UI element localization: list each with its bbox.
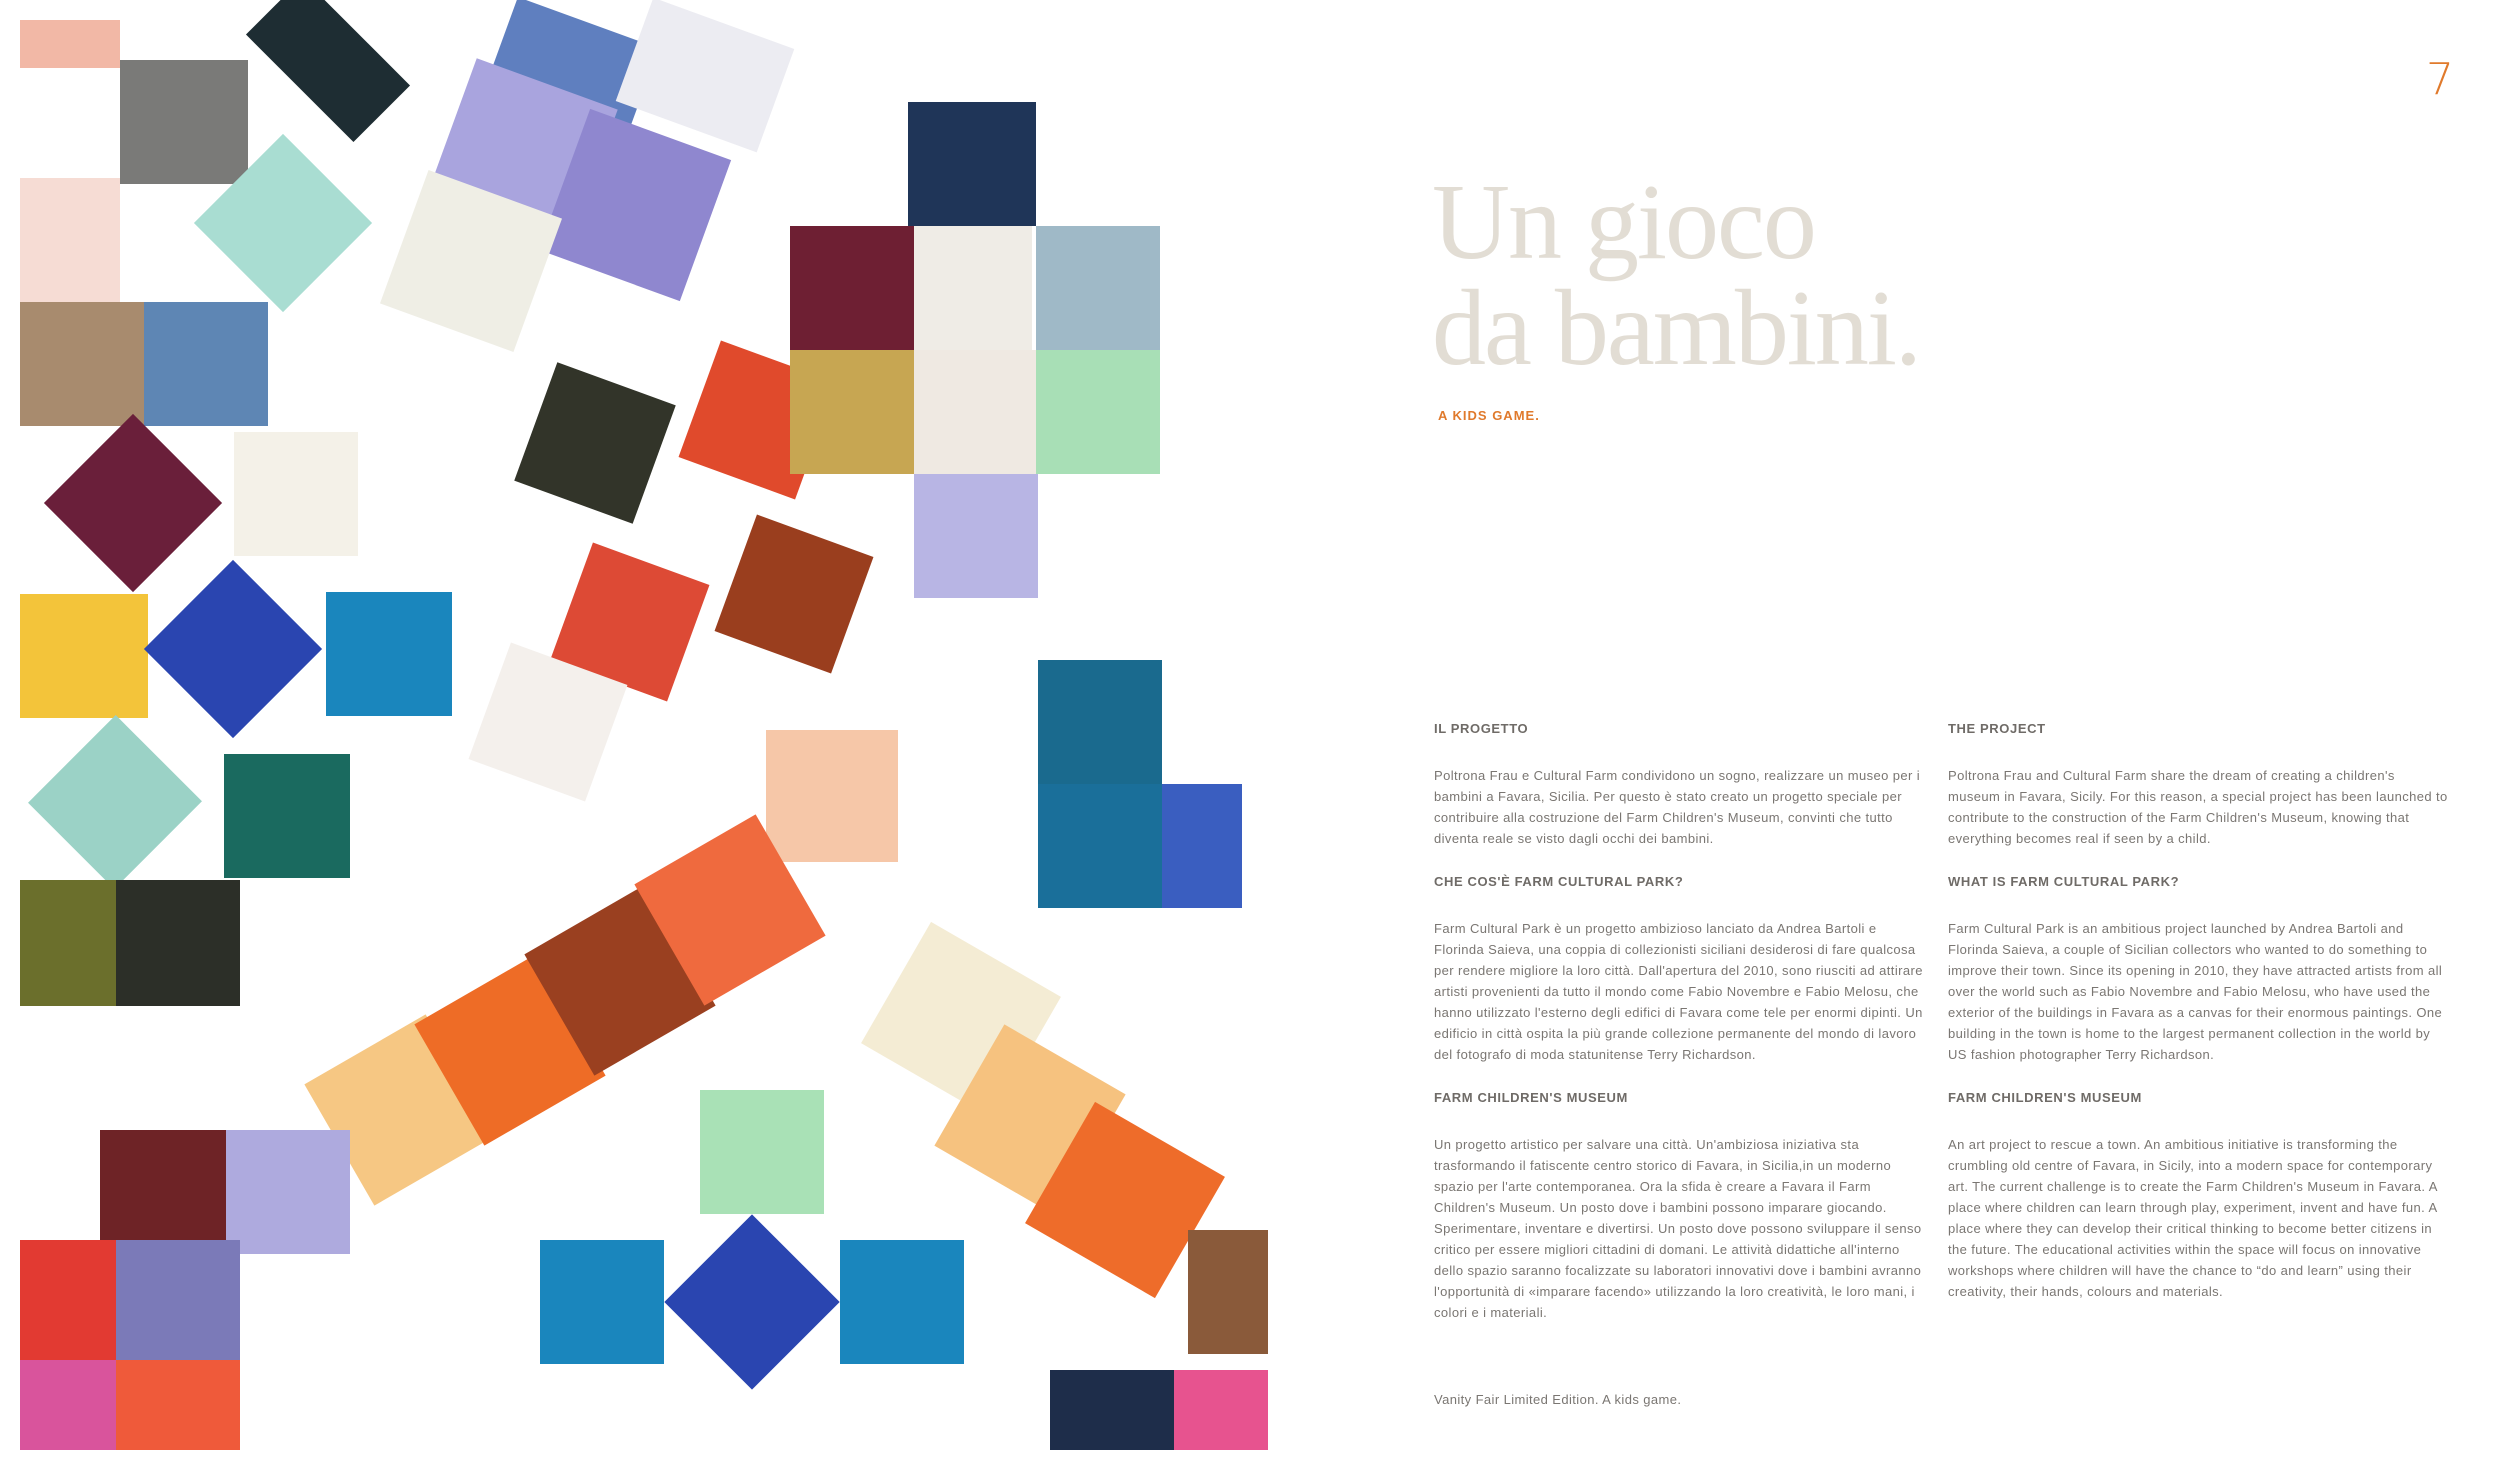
english-column (1948, 718, 2448, 1324)
leather-swatch (20, 880, 116, 1006)
leather-swatches-image (20, 20, 1268, 1450)
leather-swatch (715, 515, 874, 674)
leather-swatch (914, 474, 1038, 598)
leather-swatch (908, 226, 1032, 350)
leather-swatch (20, 1360, 116, 1450)
leather-swatch (20, 594, 148, 718)
footer-caption: Vanity Fair Limited Edition. A kids game. (1434, 1392, 1682, 1407)
leather-swatch (120, 60, 248, 184)
italian-heading-project: IL PROGETTO (1434, 721, 1529, 736)
leather-swatch (790, 226, 914, 350)
leather-swatch (1038, 784, 1162, 908)
english-heading-museum: FARM CHILDREN'S MUSEUM (1948, 1090, 2142, 1105)
leather-swatch (1038, 660, 1162, 784)
leather-swatch (766, 730, 898, 862)
leather-swatch (914, 350, 1038, 474)
leather-swatch (116, 1360, 240, 1450)
leather-swatch (326, 592, 452, 716)
leather-swatch (144, 302, 268, 426)
leather-swatch (1174, 1370, 1268, 1450)
leather-swatch (100, 1130, 226, 1254)
italian-body-farm: Farm Cultural Park è un progetto ambizioso lanciato da Andrea Bartoli e Florinda Saieva, una coppia di collezionisti siciliani desiderosi di fare qualcosa per rendere migliore la loro città. Dall'apertura del 2010, sono riusciti ad attirare artisti provenienti da tutto il mondo come Fabio Novembre e Fabio Melosu, che hanno utilizzato l'esterno degli edifici di Favara come tele per enormi dipinti. Un edificio in città ospita la più grande collezione permanente del mondo di lavoro del fotografo di moda statunitense Terry Richardson. (1434, 921, 1923, 1062)
leather-swatch (20, 178, 120, 302)
italian-body-project: Poltrona Frau e Cultural Farm condividono un sogno, realizzare un museo per i bambini a Favara, Sicilia. Per questo è stato creato un progetto speciale per contribuire alla costruzione del Farm Children's Museum, convinti che tutto diventa reale se visto dagli occhi dei bambini. (1434, 768, 1921, 846)
italian-heading-farm: CHE COS'È FARM CULTURAL PARK? (1434, 874, 1684, 889)
leather-swatch (224, 754, 350, 878)
leather-swatch (664, 1214, 839, 1389)
subtitle: A KIDS GAME. (1438, 408, 1540, 423)
italian-heading-museum: FARM CHILDREN'S MUSEUM (1434, 1090, 1628, 1105)
english-heading-farm: WHAT IS FARM CULTURAL PARK? (1948, 874, 2180, 889)
title-line-2: da bambini. (1432, 269, 1920, 388)
leather-swatch (144, 560, 322, 738)
english-body-museum: An art project to rescue a town. An ambitious initiative is transforming the crumbling old centre of Favara, in Sicily, into a modern space for contemporary art. The current challenge is to create the Farm Children's Museum in Favara. A place where children can learn through play, experiment, invent and have fun. A place where they can develop their critical thinking to become better citizens in the future. The educational activities within the space will focus on innovative workshops where children will have the chance to “do and learn” using their creativity, their hands, colours and materials. (1948, 1137, 2438, 1299)
leather-swatch (226, 1130, 350, 1254)
leather-swatch (790, 350, 914, 474)
leather-swatch (908, 102, 1036, 226)
title-line-1: Un gioco (1432, 163, 1815, 282)
leather-swatch (1162, 784, 1242, 908)
leather-swatch (1188, 1230, 1268, 1354)
leather-swatch (540, 1240, 664, 1364)
leather-swatch (700, 1090, 824, 1214)
english-body-farm: Farm Cultural Park is an ambitious project launched by Andrea Bartoli and Florinda Saieva, a couple of Sicilian collectors who wanted to do something to improve their town. Since its opening in 2010, they have attracted artists from all over the world such as Fabio Novembre and Fabio Melosu, who have used the exterior of the buildings in Favara as a canvas for their enormous paintings. One building in the town is home to the largest permanent collection in the world by US fashion photographer Terry Richardson. (1948, 921, 2443, 1062)
page-number: 7 (2426, 54, 2454, 105)
english-heading-project: THE PROJECT (1948, 721, 2046, 736)
leather-swatch (20, 302, 144, 426)
leather-swatch (44, 414, 222, 592)
leather-swatch (514, 362, 675, 523)
leather-swatch (28, 715, 202, 889)
leather-swatch (1036, 226, 1160, 350)
leather-swatch (234, 432, 358, 556)
page-title (1432, 163, 1920, 388)
leather-swatch (116, 1240, 240, 1364)
leather-swatch (20, 1240, 116, 1364)
english-body-project: Poltrona Frau and Cultural Farm share the dream of creating a children's museum in Favara, Sicily. For this reason, a special project has been launched to contribute to the construction of the Farm Children's Museum, knowing that everything becomes real if seen by a child. (1948, 768, 2448, 846)
italian-body-museum: Un progetto artistico per salvare una città. Un'ambiziosa iniziativa sta trasformando il fatiscente centro storico di Favara, in Sicilia,in un moderno spazio per l'arte contemporanea. Ora la sfida è creare a Favara il Farm Children's Museum. Un posto dove i bambini possono imparare giocando. Sperimentare, inventare e divertirsi. Un posto dove possono sviluppare il senso critico per essere migliori cittadini di domani. Le attività didattiche all'interno dello spazio saranno focalizzate su laboratori innovativi dove i bambini avranno l'opportunità di «imparare facendo» utilizzando la loro creatività, le loro mani, i colori e i materiali. (1434, 1137, 1922, 1320)
leather-swatch (246, 0, 410, 142)
leather-swatch (116, 880, 240, 1006)
leather-swatch (1036, 350, 1160, 474)
italian-column (1434, 718, 1924, 1345)
leather-swatch (840, 1240, 964, 1364)
leather-swatch (1050, 1370, 1174, 1450)
leather-swatch (20, 20, 120, 68)
